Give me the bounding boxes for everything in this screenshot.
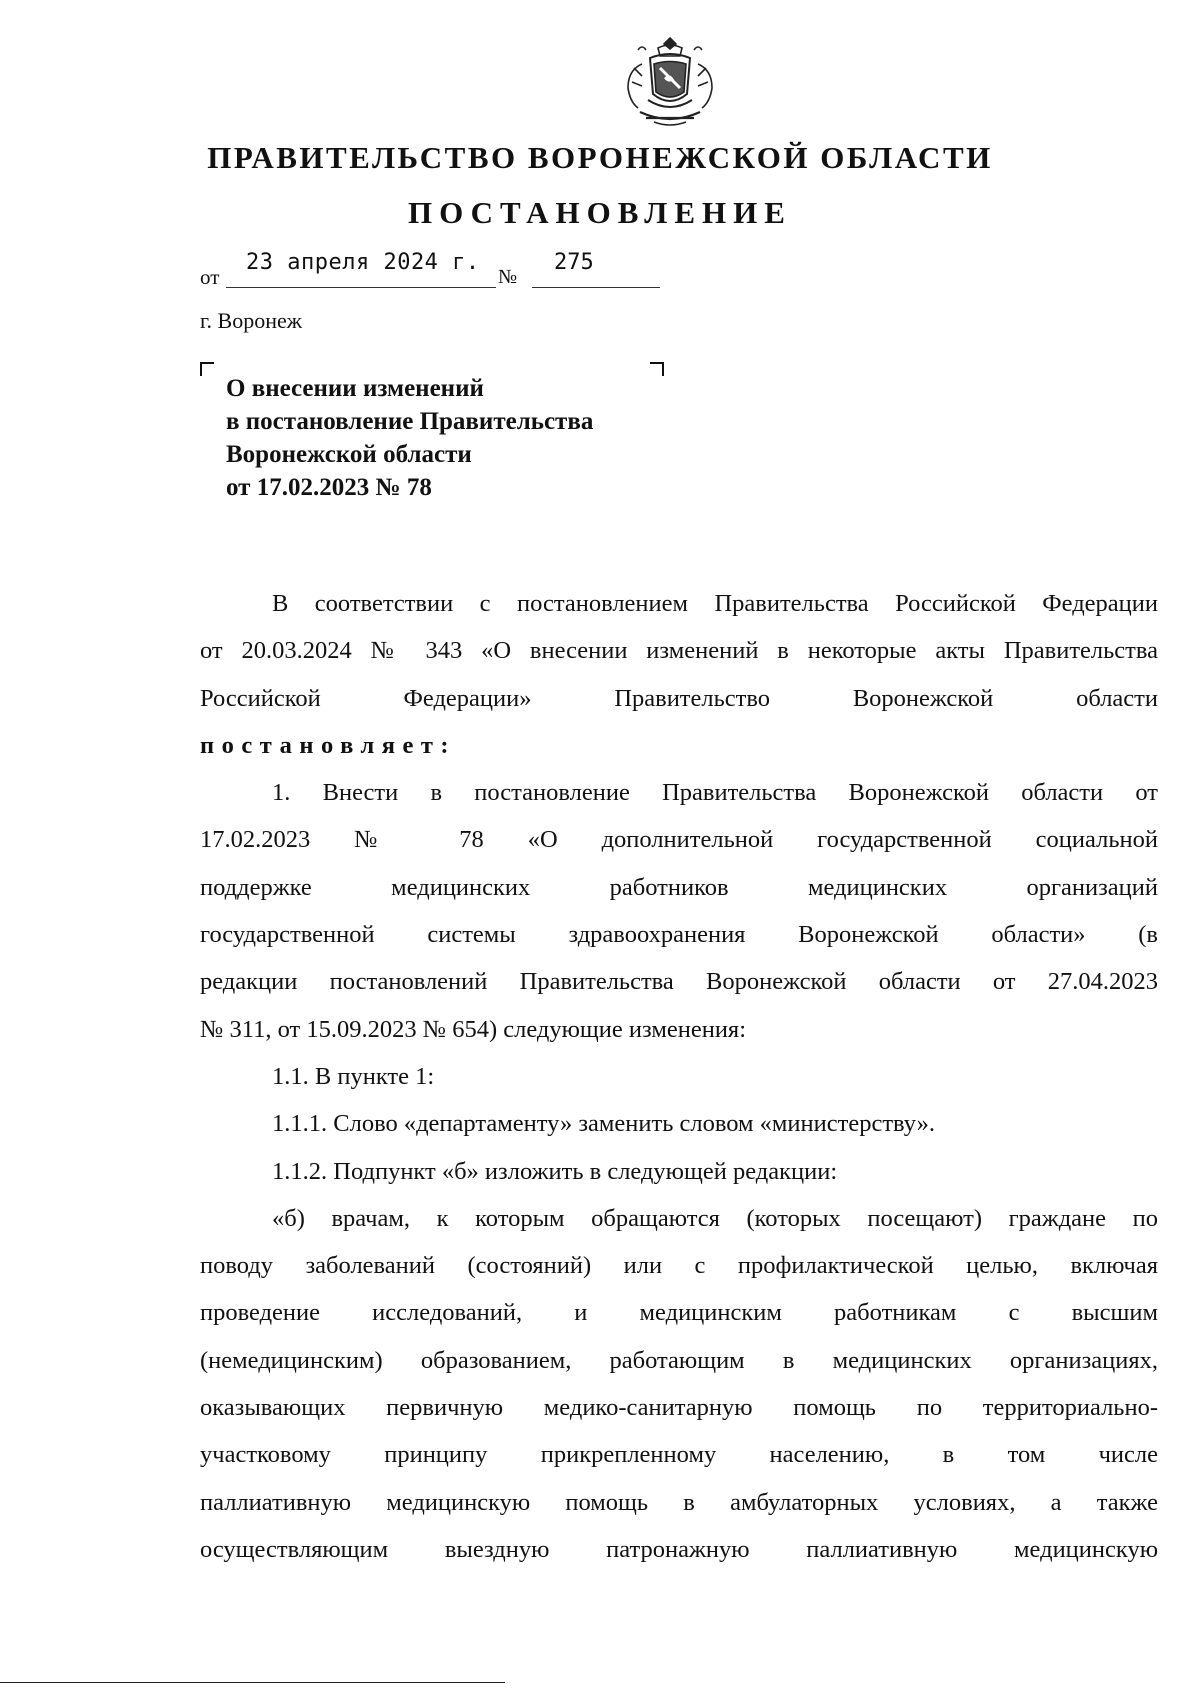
body-line: В соответствии с постановлением Правительства Российской Федерации (272, 590, 1158, 617)
organization-title: ПРАВИТЕЛЬСТВО ВОРОНЕЖСКОЙ ОБЛАСТИ (207, 140, 993, 175)
body-line: 1.1. В пункте 1: (272, 1062, 435, 1090)
date-underline (226, 287, 496, 288)
body-line: поводу заболеваний (состояний) или с профилактической целью, включая (200, 1252, 1158, 1280)
body-line: редакции постановлений Правительства Воронежской области от 27.04.2023 (200, 968, 1158, 996)
document-body (200, 580, 1158, 1573)
subject-bracket-left (200, 362, 214, 376)
body-line: 1. Внести в постановление Правительства Воронежской области от (272, 779, 1158, 807)
subject-block (226, 372, 593, 504)
body-line: паллиативную медицинскую помощь в амбулаторных условиях, а также (200, 1488, 1158, 1516)
label-from: от (200, 265, 220, 289)
label-number: № (498, 266, 518, 288)
document-number: 275 (554, 250, 594, 275)
body-line-resolves: постановляет: (200, 731, 457, 759)
body-line: 1.1.1. Слово «департаменту» заменить словом «министерству». (272, 1110, 935, 1138)
body-line: участковому принципу прикрепленному населению, в том числе (200, 1441, 1158, 1469)
body-line: от 20.03.2024 № 343 «О внесении изменений в некоторые акты Правительства (200, 637, 1158, 665)
number-underline (532, 287, 660, 288)
subject-line: от 17.02.2023 № 78 (226, 474, 432, 501)
date-number-row (200, 250, 660, 290)
subject-line: Воронежской области (226, 441, 472, 468)
document-date: 23 апреля 2024 г. (246, 250, 480, 275)
document-type: ПОСТАНОВЛЕНИЕ (408, 195, 792, 230)
coat-of-arms-icon (620, 34, 720, 134)
body-line: (немедицинским) образованием, работающим в медицинских организациях, (200, 1346, 1158, 1374)
body-line: осуществляющим выездную патронажную паллиативную медицинскую (200, 1535, 1158, 1563)
body-line: «б) врачам, к которым обращаются (которых посещают) граждане по (272, 1204, 1158, 1232)
subject-line: в постановление Правительства (226, 408, 594, 435)
subject-bracket-right (650, 362, 664, 376)
body-line: 17.02.2023 № 78 «О дополнительной государственной социальной (200, 826, 1158, 854)
body-line: поддержке медицинских работников медицинских организаций (200, 873, 1158, 901)
body-line: № 311, от 15.09.2023 № 654) следующие изменения: (200, 1015, 747, 1043)
body-line: государственной системы здравоохранения Воронежской области» (в (200, 921, 1158, 949)
body-line: 1.1.2. Подпункт «б» изложить в следующей редакции: (272, 1157, 838, 1185)
body-line: оказывающих первичную медико-санитарную помощь по территориально- (200, 1394, 1158, 1422)
body-line: Российской Федерации» Правительство Воронежской области (200, 684, 1158, 712)
body-line: проведение исследований, и медицинским работникам с высшим (200, 1299, 1158, 1327)
subject-line: О внесении изменений (226, 375, 484, 402)
footer-rule (0, 1682, 505, 1683)
city: г. Воронеж (200, 308, 302, 333)
